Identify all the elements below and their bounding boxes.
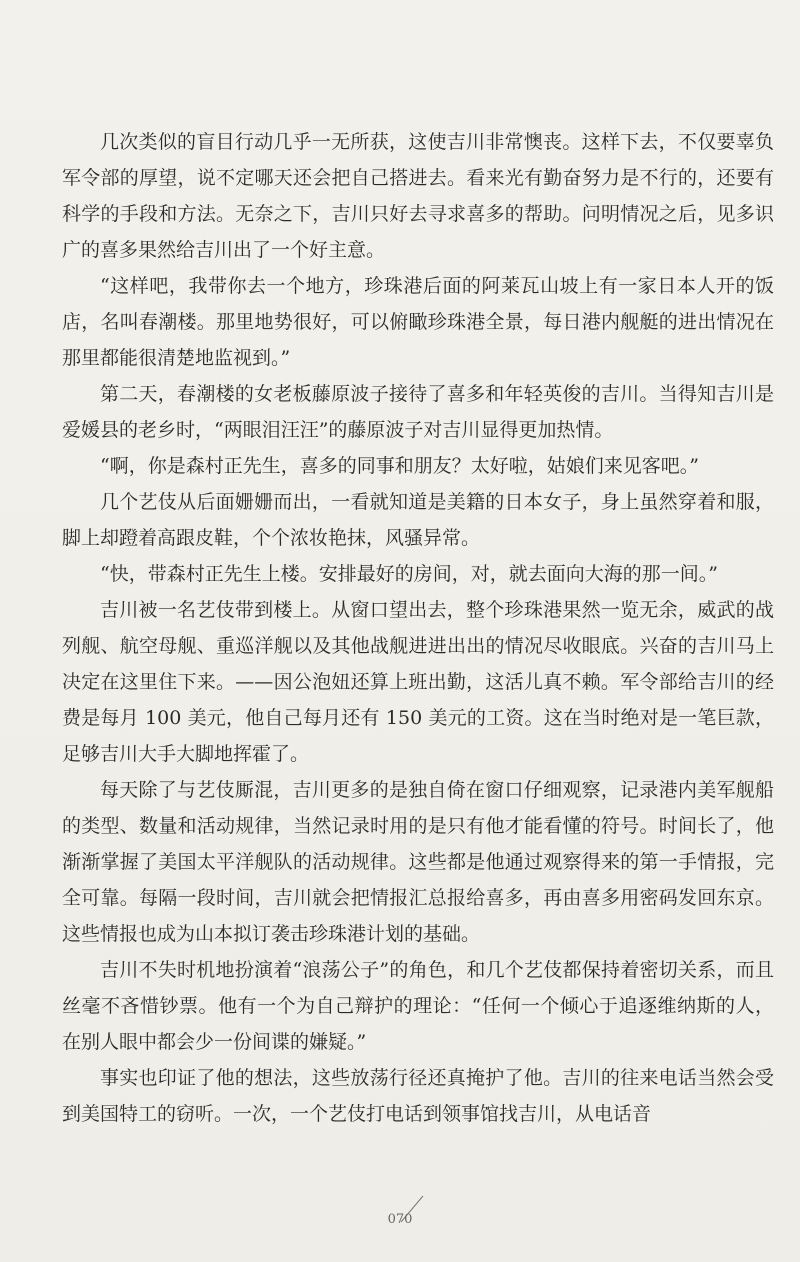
paragraph-9: 吉川不失时机地扮演着“浪荡公子”的角色，和几个艺伎都保持着密切关系，而且丝毫不吝惜钞票。他有一个为自己辩护的理论：“任何一个倾心于追逐维纳斯的人，在别人眼中都会少一份间谍的嫌疑。” bbox=[62, 959, 774, 1053]
paragraph-1: 几次类似的盲目行动几乎一无所获，这使吉川非常懊丧。这样下去，不仅要辜负军令部的厚望，说不定哪天还会把自己搭进去。看来光有勤奋努力是不行的，还要有科学的手段和方法。无奈之下，吉川只好去寻求喜多的帮助。问明情况之后，见多识广的喜多果然给吉川出了一个好主意。 bbox=[62, 131, 774, 261]
paragraph-3: 第二天，春潮楼的女老板藤原波子接待了喜多和年轻英俊的吉川。当得知吉川是爱媛县的老乡时，“两眼泪汪汪”的藤原波子对吉川显得更加热情。 bbox=[62, 383, 774, 441]
body-text bbox=[62, 124, 774, 1132]
paragraph-6: “快，带森村正先生上楼。安排最好的房间，对，就去面向大海的那一间。” bbox=[100, 563, 718, 585]
paragraph-7: 吉川被一名艺伎带到楼上。从窗口望出去，整个珍珠港果然一览无余，威武的战列舰、航空母舰、重巡洋舰以及其他战舰进进出出的情况尽收眼底。兴奋的吉川马上决定在这里住下来。——因公泡妞还算上班出勤，这活儿真不赖。军令部给吉川的经费是每月 100 美元，他自己每月还有 150 美元的工资。这在当时绝对是一笔巨款，足够吉川大手大脚地挥霍了。 bbox=[62, 599, 774, 765]
paragraph-10: 事实也印证了他的想法，这些放荡行径还真掩护了他。吉川的往来电话当然会受到美国特工的窃听。一次，一个艺伎打电话到领事馆找吉川，从电话音 bbox=[62, 1067, 774, 1125]
paragraph-2: “这样吧，我带你去一个地方，珍珠港后面的阿莱瓦山坡上有一家日本人开的饭店，名叫春潮楼。那里地势很好，可以俯瞰珍珠港全景，每日港内舰艇的进出情况在那里都能很清楚地监视到。” bbox=[62, 275, 774, 369]
paragraph-4: “啊，你是森村正先生，喜多的同事和朋友？太好啦，姑娘们来见客吧。” bbox=[100, 455, 699, 477]
paragraph-5: 几个艺伎从后面姗姗而出，一看就知道是美籍的日本女子，身上虽然穿着和服，脚上却蹬着高跟皮鞋，个个浓妆艳抹，风骚异常。 bbox=[62, 491, 774, 549]
paragraph-8: 每天除了与艺伎厮混，吉川更多的是独自倚在窗口仔细观察，记录港内美军舰船的类型、数量和活动规律，当然记录时用的是只有他才能看懂的符号。时间长了，他渐渐掌握了美国太平洋舰队的活动规律。这些都是他通过观察得来的第一手情报，完全可靠。每隔一段时间，吉川就会把情报汇总报给喜多，再由喜多用密码发回东京。这些情报也成为山本拟订袭击珍珠港计划的基础。 bbox=[62, 779, 774, 945]
page-number: 070 bbox=[387, 1212, 413, 1227]
